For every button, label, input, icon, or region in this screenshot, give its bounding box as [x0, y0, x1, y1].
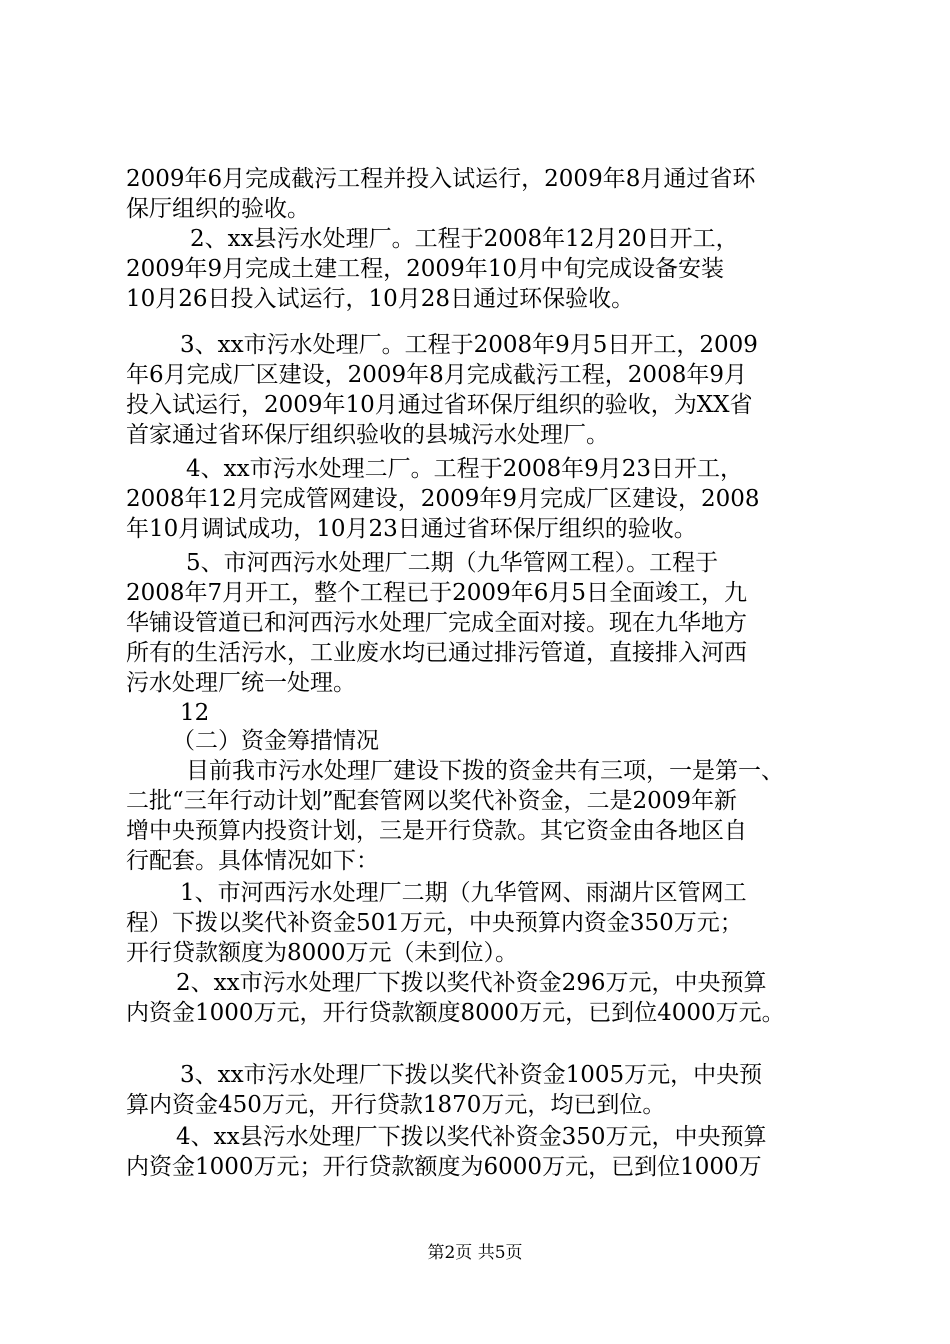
text-line: 增中央预算内投资计划，三是开行贷款。其它资金由各地区自: [126, 818, 747, 844]
text-line: 投入试运行，2009年10月通过省环保厅组织的验收，为XX省: [126, 392, 753, 418]
text-line: 12: [180, 700, 210, 726]
text-line: 2008年7月开工，整个工程已于2009年6月5日全面竣工，九: [126, 580, 747, 606]
text-line: 4、xx县污水处理厂下拨以奖代补资金350万元，中央预算: [176, 1124, 767, 1150]
text-line: 程）下拨以奖代补资金501万元，中央预算内资金350万元；: [126, 910, 743, 936]
text-line: 年6月完成厂区建设，2009年8月完成截污工程，2008年9月: [126, 362, 747, 388]
text-line: 开行贷款额度为8000万元（未到位）。: [126, 940, 519, 966]
text-line: 内资金1000万元；开行贷款额度为6000万元，已到位1000万: [126, 1154, 762, 1180]
text-line: 行配套。具体情况如下：: [126, 848, 379, 874]
text-line: 2009年6月完成截污工程并投入试运行，2009年8月通过省环: [126, 166, 756, 192]
text-line: 2、xx县污水处理厂。工程于2008年12月20日开工，: [190, 226, 739, 252]
text-line: 保厅组织的验收。: [126, 196, 310, 222]
section-heading: （二）资金筹措情况: [172, 728, 379, 754]
text-line: 10月26日投入试运行，10月28日通过环保验收。: [126, 286, 635, 312]
text-line: 2009年9月完成土建工程，2009年10月中旬完成设备安装: [126, 256, 724, 282]
text-line: 污水处理厂统一处理。: [126, 670, 356, 696]
text-line: 算内资金450万元，开行贷款1870万元，均已到位。: [126, 1092, 666, 1118]
text-line: 2、xx市污水处理厂下拨以奖代补资金296万元，中央预算: [176, 970, 767, 996]
text-line: 5、市河西污水处理厂二期（九华管网工程）。工程于: [186, 550, 719, 576]
text-line: 首家通过省环保厅组织验收的县城污水处理厂。: [126, 422, 609, 448]
text-line: 1、市河西污水处理厂二期（九华管网、雨湖片区管网工: [180, 880, 747, 906]
page-footer: 第2页 共5页: [427, 1243, 523, 1263]
text-line: 2008年12月完成管网建设，2009年9月完成厂区建设，2008: [126, 486, 760, 512]
text-line: 华铺设管道已和河西污水处理厂完成全面对接。现在九华地方: [126, 610, 747, 636]
text-line: 所有的生活污水，工业废水均已通过排污管道，直接排入河西: [126, 640, 747, 666]
text-line: 3、xx市污水处理厂。工程于2008年9月5日开工，2009: [180, 332, 758, 358]
text-line: 目前我市污水处理厂建设下拨的资金共有三项，一是第一、: [186, 758, 784, 784]
text-line: 4、xx市污水处理二厂。工程于2008年9月23日开工，: [186, 456, 744, 482]
text-line: 3、xx市污水处理厂下拨以奖代补资金1005万元，中央预: [180, 1062, 763, 1088]
text-line: 二批“三年行动计划”配套管网以奖代补资金，二是2009年新: [126, 788, 738, 814]
text-line: 内资金1000万元，开行贷款额度8000万元，已到位4000万元。: [126, 1000, 785, 1026]
text-line: 年10月调试成功，10月23日通过省环保厅组织的验收。: [126, 516, 697, 542]
